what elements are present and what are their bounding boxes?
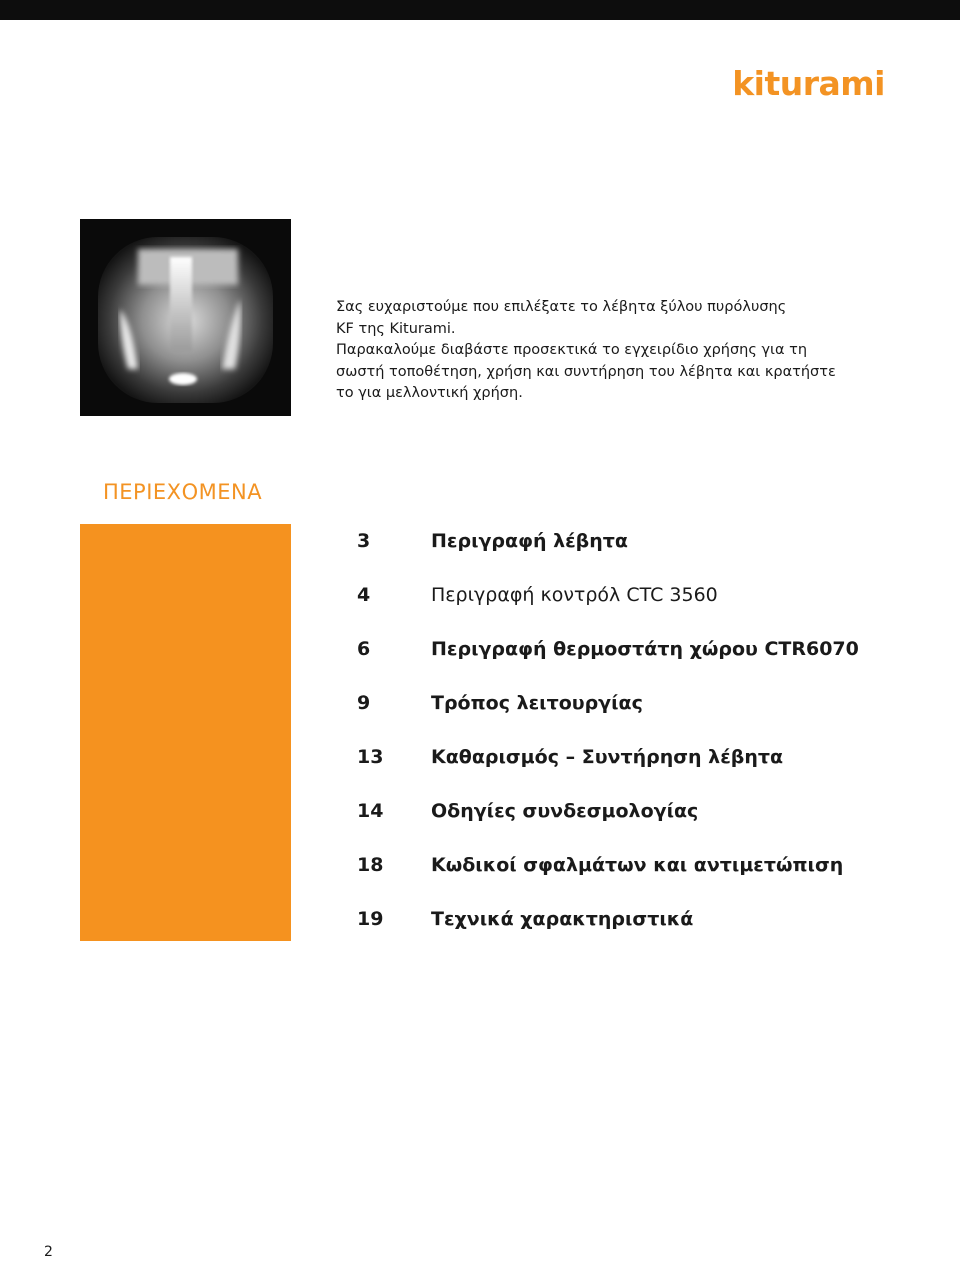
toc-page-number: 4 xyxy=(357,584,371,606)
toc-page-number: 14 xyxy=(357,800,384,822)
toc-entry[interactable] xyxy=(357,854,937,884)
toc-entry-title: Περιγραφή κοντρόλ CTC 3560 xyxy=(431,584,718,606)
boiler-flame-photo xyxy=(80,219,291,416)
toc-entry-title: Τεχνικά χαρακτηριστικά xyxy=(431,908,694,930)
kiturami-logo: kiturami xyxy=(732,64,885,103)
intro-line: το για μελλοντική χρήση. xyxy=(336,385,523,401)
toc-page-number: 9 xyxy=(357,692,371,714)
toc-entry-title: Καθαρισμός – Συντήρηση λέβητα xyxy=(431,746,784,768)
toc-entry-title: Περιγραφή λέβητα xyxy=(431,530,628,552)
toc-page-number: 13 xyxy=(357,746,384,768)
toc-entry-title: Περιγραφή θερμοστάτη χώρου CTR6070 xyxy=(431,638,859,660)
toc-page-number: 6 xyxy=(357,638,371,660)
toc-entry[interactable] xyxy=(357,746,937,776)
intro-line: KF της Kiturami. xyxy=(336,320,456,337)
intro-line: σωστή τοποθέτηση, χρήση και συντήρηση του λέβητα και κρατήστε xyxy=(336,363,836,380)
intro-line: Σας ευχαριστούμε που επιλέξατε το λέβητα ξύλου πυρόλυσης xyxy=(336,299,787,315)
toc-entry-title: Οδηγίες συνδεσμολογίας xyxy=(431,800,699,822)
toc-page-number: 3 xyxy=(357,530,371,552)
intro-line: Παρακαλούμε διαβάστε προσεκτικά το εγχειρίδιο χρήσης για τη xyxy=(336,342,808,358)
toc-entry[interactable] xyxy=(357,908,937,938)
toc-heading: ΠΕΡΙΕΧΟΜΕΝΑ xyxy=(103,480,263,504)
intro-text xyxy=(336,297,896,405)
top-bar xyxy=(0,0,960,20)
toc-accent-bar xyxy=(80,524,291,941)
toc-entry-title: Κωδικοί σφαλμάτων και αντιμετώπιση xyxy=(431,854,844,876)
toc-entry[interactable] xyxy=(357,584,937,614)
toc-page-number: 19 xyxy=(357,908,384,930)
toc-entry-title: Τρόπος λειτουργίας xyxy=(431,692,643,714)
toc-entry[interactable] xyxy=(357,530,937,560)
toc-entry[interactable] xyxy=(357,692,937,722)
toc-entry[interactable] xyxy=(357,800,937,830)
page-number: 2 xyxy=(44,1244,53,1260)
toc-page-number: 18 xyxy=(357,854,384,876)
flame-image xyxy=(80,219,291,416)
toc-entry[interactable] xyxy=(357,638,937,668)
